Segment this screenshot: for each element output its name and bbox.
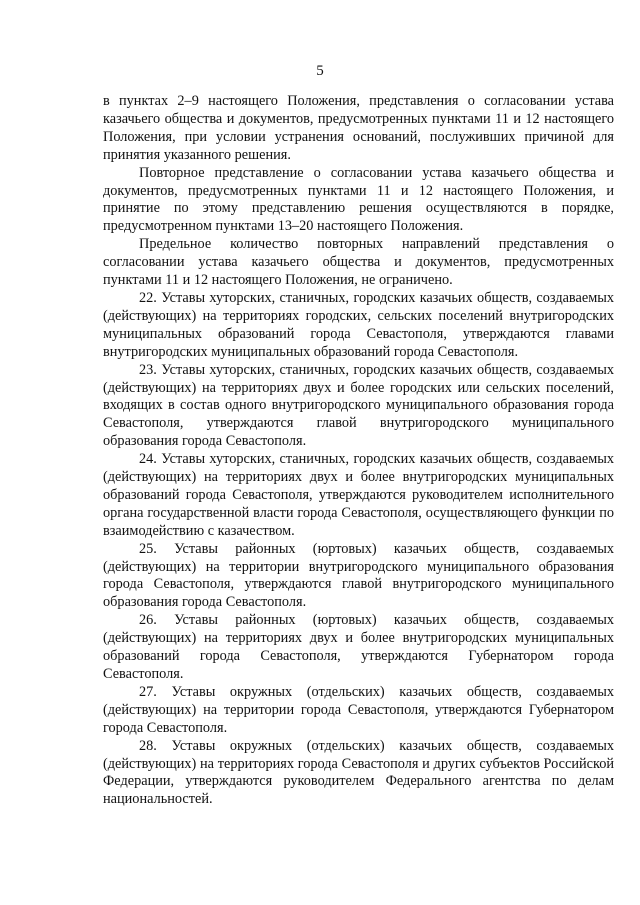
paragraph-clause-23: 23. Уставы хуторских, станичных, городских казачьих обществ, создаваемых (действующих) на территориях двух и более городских или сельских поселений, входящих в состав одного внутригородского муниципального образования города Севастополя, утверждаются главой внутригородского муниципального образования города Севастополя. — [103, 361, 614, 450]
paragraph-clause-24: 24. Уставы хуторских, станичных, городских казачьих обществ, создаваемых (действующих) на территориях двух и более внутригородских муниципальных образований города Севастополя, утверждаются руководителем исполнительного органа государственной власти города Севастополя, осуществляющего функции по взаимодействию с казачеством. — [103, 451, 614, 539]
page-number: 5 — [316, 63, 324, 79]
paragraph-submission-limit: Предельное количество повторных направлений представления о согласовании устава казачьего общества и документов, предусмотренных пунктами 11 и 12 настоящего Положения, не ограничено. — [103, 236, 614, 289]
paragraph-clause-28: 28. Уставы окружных (отдельских) казачьих обществ, создаваемых (действующих) на территориях города Севастополя и других субъектов Российской Федерации, утверждаются руководителем Федерального агентства по делам национальностей. — [103, 737, 614, 808]
paragraph-repeat-submission: Повторное представление о согласовании устава казачьего общества и документов, предусмотренных пунктами 11 и 12 настоящего Положения, и принятие по этому представлению решения осуществляются в порядке, предусмотренном пунктами 13–20 настоящего Положения. — [103, 164, 614, 235]
paragraph-clause-25: 25. Уставы районных (юртовых) казачьих обществ, создаваемых (действующих) на территории внутригородского муниципального образования города Севастополя, утверждаются главой внутригородского муниципального образования города Севастополя. — [103, 540, 614, 611]
paragraph-clause-26: 26. Уставы районных (юртовых) казачьих обществ, создаваемых (действующих) на территориях двух и более внутригородских муниципальных образований города Севастополя, утверждаются Губернатором города Севастополя. — [103, 612, 614, 682]
paragraph-clause-22: 22. Уставы хуторских, станичных, городских казачьих обществ, создаваемых (действующих) на территориях городских, сельских поселений внутригородских муниципальных образований города Севастополя, утверждаются главами внутригородских муниципальных образований города Севастополя. — [103, 289, 614, 360]
paragraph-clause-27: 27. Уставы окружных (отдельских) казачьих обществ, создаваемых (действующих) на территории города Севастополя, утверждаются Губернатором города Севастополя. — [103, 683, 614, 736]
paragraph-continuation: в пунктах 2–9 настоящего Положения, представления о согласовании устава казачьего общества и документов, предусмотренных пунктами 11 и 12 настоящего Положения, при условии устранения оснований, послуживших причиной для принятия указанного решения. — [103, 93, 614, 163]
document-body — [103, 93, 614, 809]
